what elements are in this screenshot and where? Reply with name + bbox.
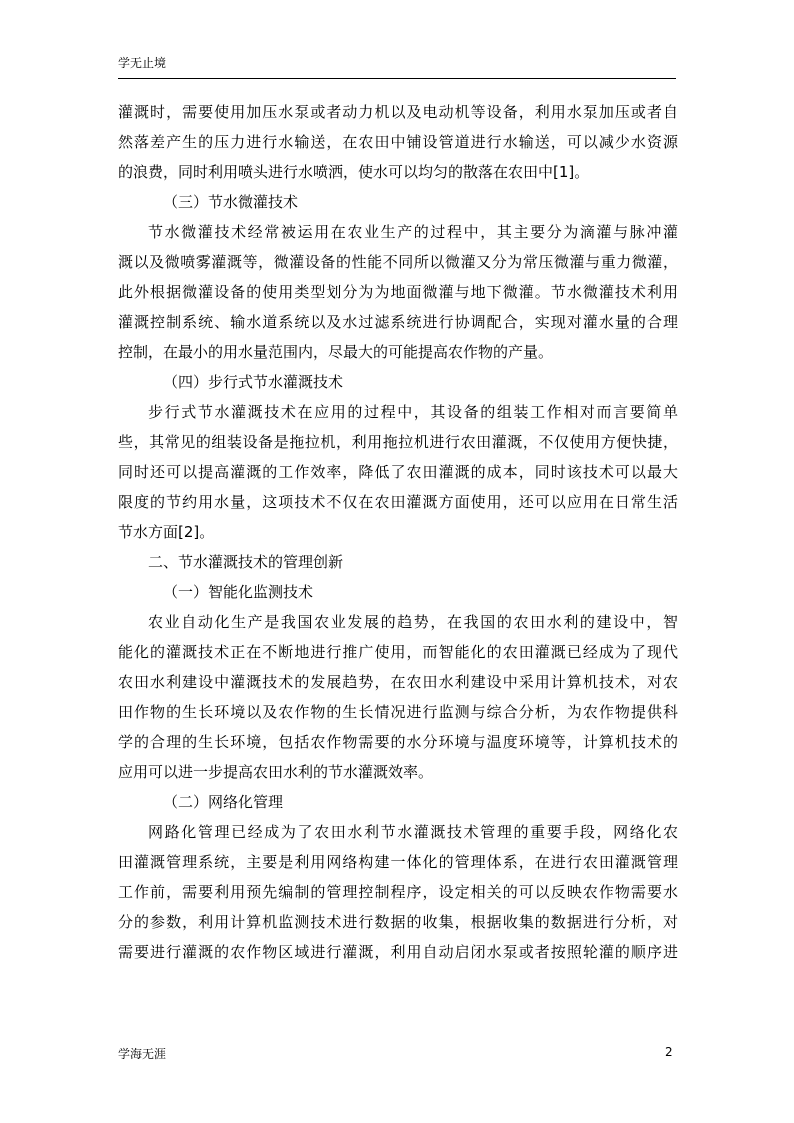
- paragraph-line: 此外根据微灌设备的使用类型划分为为地面微灌与地下微灌。节水微灌技术利用: [118, 283, 678, 301]
- chapter-heading: 二、节水灌溉技术的管理创新: [148, 553, 344, 571]
- paragraph-line: 学的合理的生长环境，包括农作物需要的水分环境与温度环境等，计算机技术的: [118, 733, 678, 751]
- document-body: [118, 97, 678, 967]
- page-header: 学无止境: [118, 56, 167, 70]
- paragraph-line: 同时还可以提高灌溉的工作效率，降低了农田灌溉的成本，同时该技术可以最大: [118, 463, 678, 481]
- paragraph-line: 工作前，需要利用预先编制的管理控制程序，设定相关的可以反映农作物需要水: [118, 883, 678, 901]
- paragraph-line: 限度的节约用水量，这项技术不仅在农田灌溉方面使用，还可以应用在日常生活: [118, 493, 678, 511]
- paragraph-line: 些，其常见的组装设备是拖拉机，利用拖拉机进行农田灌溉，不仅使用方便快捷，: [118, 433, 678, 451]
- paragraph-line: 网路化管理已经成为了农田水利节水灌溉技术管理的重要手段，网络化农: [148, 823, 678, 841]
- paragraph-line: 步行式节水灌溉技术在应用的过程中，其设备的组装工作相对而言要简单: [148, 403, 678, 421]
- paragraph-line: 需要进行灌溉的农作物区域进行灌溉，利用自动启闭水泵或者按照轮灌的顺序进: [118, 943, 678, 961]
- paragraph-line: 灌溉时，需要使用加压水泵或者动力机以及电动机等设备，利用水泵加压或者自: [118, 103, 678, 121]
- paragraph-line: 然落差产生的压力进行水输送，在农田中铺设管道进行水输送，可以减少水资源: [118, 133, 678, 151]
- section-heading: （一）智能化监测技术: [163, 583, 314, 601]
- paragraph-line: 灌溉控制系统、输水道系统以及水过滤系统进行协调配合，实现对灌水量的合理: [118, 313, 678, 331]
- paragraph-line: 田灌溉管理系统，主要是利用网络构建一体化的管理体系，在进行农田灌溉管理: [118, 853, 678, 871]
- paragraph-line: 节水微灌技术经常被运用在农业生产的过程中，其主要分为滴灌与脉冲灌: [148, 223, 678, 241]
- paragraph-line: 的浪费，同时利用喷头进行水喷洒，使水可以均匀的散落在农田中[1]。: [118, 163, 590, 181]
- paragraph-line: 农业自动化生产是我国农业发展的趋势，在我国的农田水利的建设中，智: [148, 613, 678, 631]
- paragraph-line: 溉以及微喷雾灌溉等，微灌设备的性能不同所以微灌又分为常压微灌与重力微灌，: [118, 253, 678, 271]
- section-heading: （三）节水微灌技术: [163, 193, 299, 211]
- paragraph-line: 应用可以进一步提高农田水利的节水灌溉效率。: [118, 763, 434, 781]
- paragraph-line: 分的参数，利用计算机监测技术进行数据的收集，根据收集的数据进行分析，对: [118, 913, 678, 931]
- paragraph-line: 田作物的生长环境以及农作物的生长情况进行监测与综合分析，为农作物提供科: [118, 703, 678, 721]
- section-heading: （二）网络化管理: [163, 793, 284, 811]
- paragraph-line: 节水方面[2]。: [118, 523, 215, 541]
- page-footer: 学海无涯: [118, 1047, 167, 1061]
- header-rule: [118, 78, 676, 79]
- page-number: 2: [665, 1045, 673, 1059]
- section-heading: （四）步行式节水灌溉技术: [163, 373, 344, 391]
- paragraph-line: 能化的灌溉技术正在不断地进行推广使用，而智能化的农田灌溉已经成为了现代: [118, 643, 678, 661]
- paragraph-line: 农田水利建设中灌溉技术的发展趋势，在农田水利建设中采用计算机技术，对农: [118, 673, 678, 691]
- paragraph-line: 控制，在最小的用水量范围内，尽最大的可能提高农作物的产量。: [118, 343, 554, 361]
